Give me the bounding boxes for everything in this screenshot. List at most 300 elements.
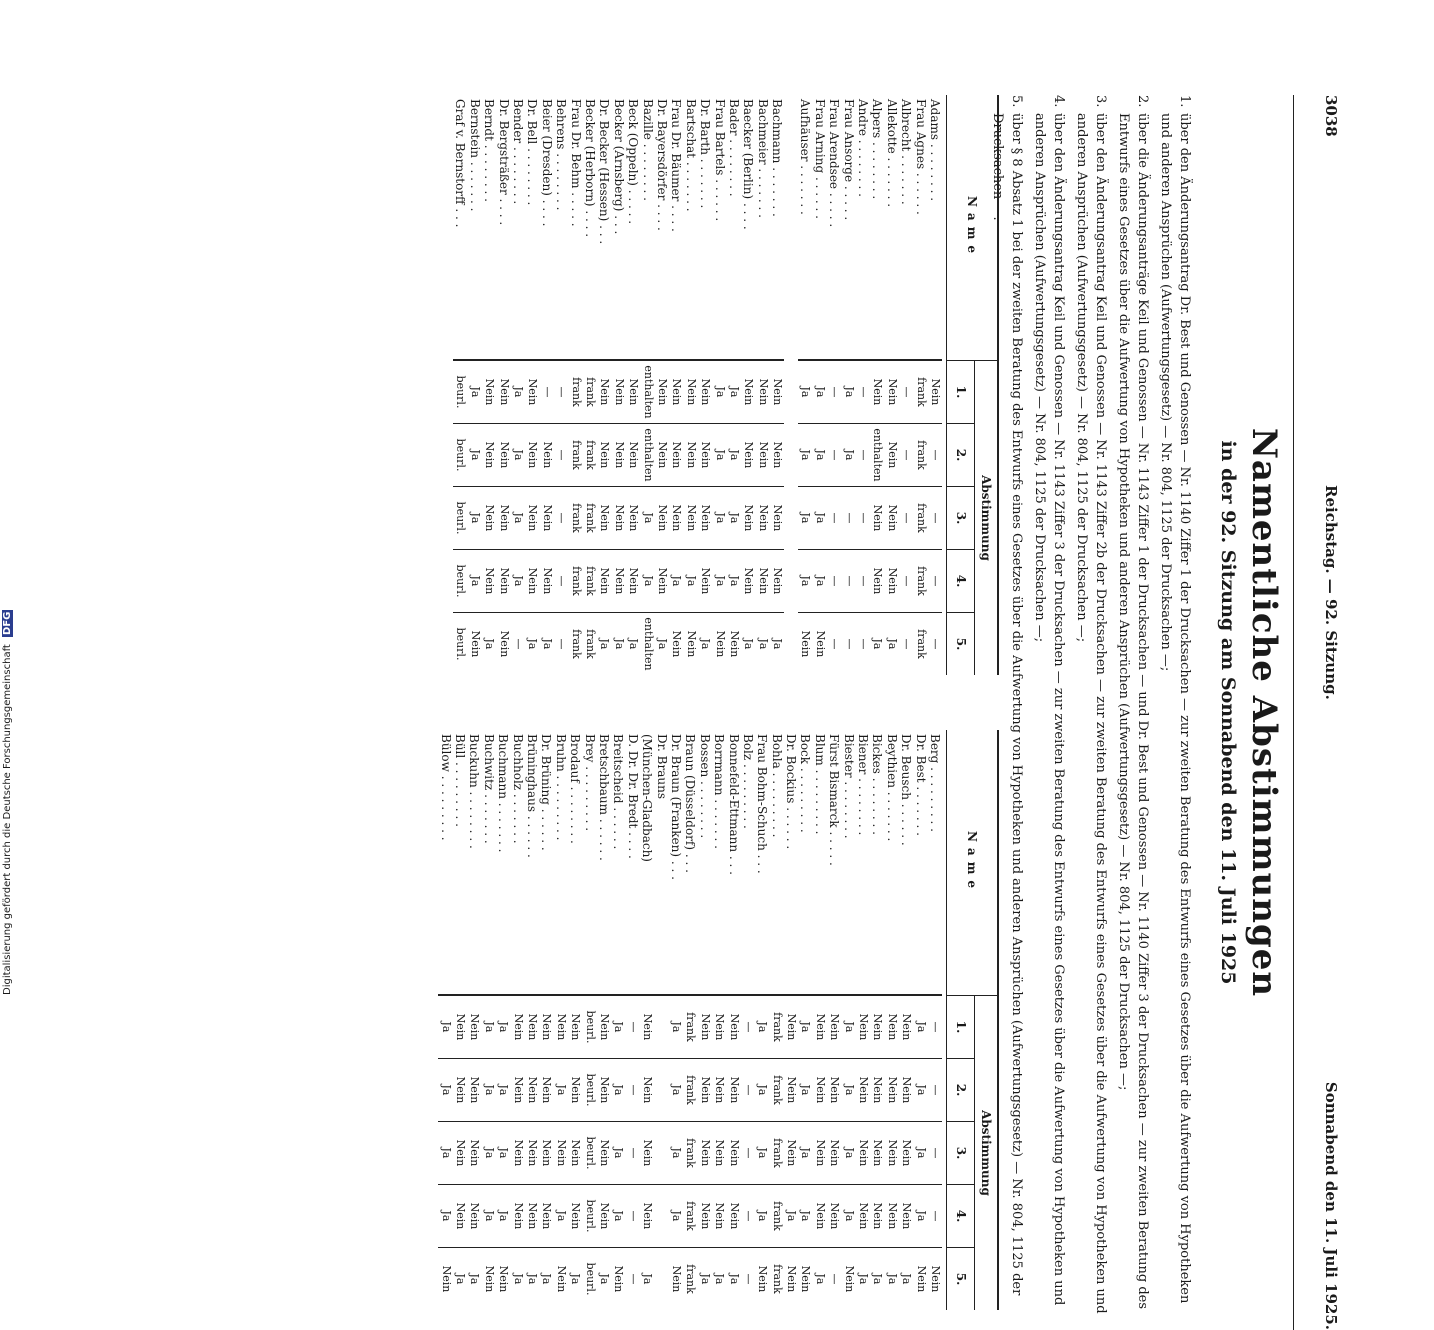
vote-cell: Nein bbox=[827, 995, 841, 1058]
table-row bbox=[640, 730, 654, 1310]
vote-cell: Nein bbox=[568, 1184, 582, 1247]
vote-cell: Nein bbox=[697, 1184, 711, 1247]
member-name: Bickes . . . . . . . . bbox=[870, 730, 884, 995]
vote-cell: Ja bbox=[438, 1058, 452, 1121]
vote-cell: Ja bbox=[468, 360, 482, 423]
vote-cell: Ja bbox=[884, 1247, 898, 1310]
vote-cell: — bbox=[841, 549, 855, 612]
vote-cell: Nein bbox=[755, 360, 769, 423]
vote-cell: Ja bbox=[841, 995, 855, 1058]
vote-cell: Ja bbox=[812, 360, 826, 423]
vote-cell: — bbox=[554, 360, 568, 423]
vote-cell: Nein bbox=[856, 1058, 870, 1121]
vote-cell: beurl. bbox=[582, 995, 596, 1058]
vote-cell: Nein bbox=[741, 549, 755, 612]
vote-cell: — bbox=[928, 423, 942, 486]
vote-cell: Nein bbox=[770, 486, 784, 549]
member-name: Dr. Bell . . . . . . . . bbox=[525, 95, 539, 360]
vote-number-headers bbox=[947, 996, 974, 1310]
vote-cell: Nein bbox=[626, 360, 640, 423]
vote-cell: beurl. bbox=[582, 1247, 596, 1310]
vote-cell: Ja bbox=[467, 1247, 481, 1310]
vote-cell: — bbox=[856, 486, 870, 549]
vote-cell: beurl. bbox=[453, 486, 467, 549]
vote-cell: Nein bbox=[597, 423, 611, 486]
vote-cell: Nein bbox=[856, 1121, 870, 1184]
vote-cell: Nein bbox=[525, 1058, 539, 1121]
vote-cell: — bbox=[928, 612, 942, 675]
running-header bbox=[1293, 95, 1354, 1330]
vote-cell: Nein bbox=[870, 1058, 884, 1121]
vote-cell: Nein bbox=[870, 486, 884, 549]
vote-cell: Nein bbox=[726, 1184, 740, 1247]
vote-cell: Nein bbox=[683, 612, 697, 675]
table-row bbox=[568, 95, 582, 675]
vote-cell: — bbox=[827, 1247, 841, 1310]
vote-cell: Nein bbox=[697, 1058, 711, 1121]
vote-cell bbox=[654, 1184, 668, 1247]
member-name: Bonnefeld-Ettmann . . . bbox=[726, 730, 740, 995]
vote-cell: — bbox=[841, 612, 855, 675]
vote-cell: Nein bbox=[510, 1121, 524, 1184]
vote-items-list bbox=[984, 95, 1194, 1330]
member-name: Braun (Düsseldorf) . . . bbox=[683, 730, 697, 995]
member-name: Bender . . . . . . . . bbox=[511, 95, 525, 360]
table-row bbox=[827, 95, 841, 675]
vote-cell: Ja bbox=[611, 612, 625, 675]
vote-cell: frank bbox=[583, 360, 597, 423]
vote-cell: Ja bbox=[755, 995, 769, 1058]
vote-cell: Ja bbox=[870, 1247, 884, 1310]
abstimmung-header: Abstimmung bbox=[974, 996, 997, 1310]
vote-cell: — bbox=[827, 360, 841, 423]
vote-cell: enthalten bbox=[640, 423, 654, 486]
vote-cell: Nein bbox=[726, 995, 740, 1058]
vote-cell: — bbox=[539, 360, 553, 423]
table-row bbox=[539, 730, 553, 1310]
vote-cell: Nein bbox=[611, 549, 625, 612]
vote-cell: Ja bbox=[698, 612, 712, 675]
vote-cell: Nein bbox=[755, 423, 769, 486]
vote-cell: — bbox=[856, 549, 870, 612]
vote-item bbox=[1030, 95, 1068, 1330]
table-row bbox=[784, 730, 798, 1310]
member-name: Blum . . . . . . . . . bbox=[812, 730, 826, 995]
vote-cell: Ja bbox=[525, 1247, 539, 1310]
vote-cell: Nein bbox=[496, 549, 510, 612]
vote-cell: Ja bbox=[525, 612, 539, 675]
vote-cell: Nein bbox=[453, 1058, 467, 1121]
table-row bbox=[611, 95, 625, 675]
vote-cell: Nein bbox=[726, 1058, 740, 1121]
table-row bbox=[899, 730, 913, 1310]
member-name: Dr. Bockius . . . . . . bbox=[784, 730, 798, 995]
vote-cell: — bbox=[625, 1058, 639, 1121]
member-name: Buchmann . . . . . . . bbox=[496, 730, 510, 995]
member-name: Bülow . . . . . . . . . bbox=[438, 730, 452, 995]
vote-cell: Nein bbox=[438, 1247, 452, 1310]
member-name: Beier (Dresden) . . . . bbox=[539, 95, 553, 360]
vote-cell: Ja bbox=[611, 995, 625, 1058]
vote-cell bbox=[654, 1247, 668, 1310]
vote-cell: Nein bbox=[525, 423, 539, 486]
header-session: Reichstag. — 92. Sitzung. bbox=[1322, 485, 1340, 700]
vote-cell: Nein bbox=[899, 1058, 913, 1121]
vote-cell: Nein bbox=[683, 423, 697, 486]
member-name: Frau Bohm-Schuch . . . bbox=[755, 730, 769, 995]
table-row bbox=[741, 730, 755, 1310]
vote-cell: Ja bbox=[798, 1121, 812, 1184]
table-row bbox=[453, 95, 467, 675]
vote-cell: — bbox=[899, 549, 913, 612]
vote-item-number: 2. bbox=[1135, 95, 1150, 108]
vote-cell: Nein bbox=[539, 995, 553, 1058]
col-header: 2. bbox=[947, 423, 974, 486]
table-row bbox=[928, 95, 942, 675]
vote-cell: — bbox=[928, 1184, 942, 1247]
member-name: Bernstein . . . . . . . bbox=[468, 95, 482, 360]
table-row bbox=[583, 95, 597, 675]
vote-cell: Nein bbox=[553, 1121, 567, 1184]
table-row bbox=[625, 730, 639, 1310]
vote-item-text: über die Änderungsanträge Keil und Genossen — Nr. 1143 Ziffer 1 der Drucksachen — und Dr. Best und Genossen — Nr. 1140 Ziffer 3 der Drucksachen — zur zweiten Beratung des Entwurfs eines Gesetzes über die Aufwertung von Hypotheken und anderen Ansprüchen (Aufwertungsgesetz) — Nr. 804, 1125 der Drucksachen —; bbox=[1116, 113, 1150, 1310]
name-group bbox=[438, 730, 942, 1310]
table-row bbox=[712, 730, 726, 1310]
vote-cell: Ja bbox=[755, 612, 769, 675]
member-name: Berg . . . . . . . . . bbox=[928, 730, 942, 995]
vote-cell: — bbox=[899, 486, 913, 549]
vote-cell: Nein bbox=[698, 423, 712, 486]
vote-cell: Ja bbox=[438, 995, 452, 1058]
vote-cell: enthalten bbox=[640, 360, 654, 423]
vote-cell: Nein bbox=[597, 549, 611, 612]
vote-cell: Nein bbox=[482, 423, 496, 486]
vote-cell: — bbox=[741, 995, 755, 1058]
vote-cell: — bbox=[827, 423, 841, 486]
vote-cell: Ja bbox=[755, 1184, 769, 1247]
vote-cell: Nein bbox=[827, 1184, 841, 1247]
vote-cell: — bbox=[554, 549, 568, 612]
member-name: Breitscheid . . . . . . bbox=[611, 730, 625, 995]
vote-cell: Nein bbox=[697, 1121, 711, 1184]
member-name: Büll . . . . . . . . . bbox=[453, 730, 467, 995]
table-row bbox=[798, 95, 812, 675]
vote-cell: Ja bbox=[741, 612, 755, 675]
vote-cell: — bbox=[625, 1121, 639, 1184]
vote-cell: frank bbox=[769, 1058, 783, 1121]
vote-cell: Ja bbox=[496, 1121, 510, 1184]
vote-cell: Nein bbox=[467, 1184, 481, 1247]
vote-cell: Nein bbox=[467, 1121, 481, 1184]
vote-cell: Nein bbox=[611, 486, 625, 549]
vote-cell: Nein bbox=[482, 486, 496, 549]
table-row bbox=[525, 730, 539, 1310]
vote-cell: — bbox=[741, 1058, 755, 1121]
vote-cell: beurl. bbox=[453, 612, 467, 675]
member-name: Biester . . . . . . . . bbox=[841, 730, 855, 995]
vote-cell: frank bbox=[913, 423, 927, 486]
vote-cell: Nein bbox=[510, 1058, 524, 1121]
vote-cell: frank bbox=[913, 612, 927, 675]
vote-cell: Nein bbox=[683, 360, 697, 423]
vote-item-number: 5. bbox=[1009, 95, 1024, 108]
member-name: Aufhäuser . . . . . . . bbox=[798, 95, 812, 360]
vote-cell: Nein bbox=[553, 995, 567, 1058]
vote-cell: Nein bbox=[698, 360, 712, 423]
vote-cell: Nein bbox=[884, 423, 898, 486]
vote-cell: Nein bbox=[755, 1247, 769, 1310]
table-row bbox=[554, 95, 568, 675]
vote-cell: frank bbox=[769, 1247, 783, 1310]
member-name: Baecker (Berlin) . . . . bbox=[741, 95, 755, 360]
vote-cell: Nein bbox=[812, 1121, 826, 1184]
page-number: 3038 bbox=[1322, 95, 1340, 137]
vote-cell: frank bbox=[769, 1121, 783, 1184]
vote-cell: Nein bbox=[611, 1247, 625, 1310]
vote-cell: Nein bbox=[784, 1247, 798, 1310]
vote-cell: — bbox=[841, 486, 855, 549]
vote-item-text: über den Änderungsantrag Dr. Best und Genossen — Nr. 1140 Ziffer 1 der Drucksachen — zur zweiten Beratung des Entwurfs eines Gesetzes über die Aufwertung von Hypotheken und anderen Ansprüchen (Aufwertungsgesetz) — Nr. 804, 1125 der Drucksachen —; bbox=[1158, 113, 1192, 1304]
table-row bbox=[582, 730, 596, 1310]
vote-cell: frank bbox=[568, 612, 582, 675]
vote-cell: Ja bbox=[510, 1247, 524, 1310]
member-name: Frau Agnes . . . . . . bbox=[913, 95, 927, 360]
vote-cell: Ja bbox=[453, 1247, 467, 1310]
vote-cell: Nein bbox=[712, 612, 726, 675]
vote-cell: Ja bbox=[899, 1247, 913, 1310]
member-name: Bachmeier . . . . . . . bbox=[755, 95, 769, 360]
vote-cell: Nein bbox=[870, 549, 884, 612]
vote-cell: Nein bbox=[698, 549, 712, 612]
col-header: 3. bbox=[947, 1121, 974, 1184]
vote-cell: beurl. bbox=[453, 549, 467, 612]
table-row bbox=[683, 95, 697, 675]
table-row bbox=[899, 95, 913, 675]
member-name: Dr. Best . . . . . . . bbox=[913, 730, 927, 995]
vote-cell: Ja bbox=[511, 423, 525, 486]
name-column-header: Name bbox=[947, 95, 997, 361]
page-title: Namentliche Abstimmungen bbox=[1244, 427, 1284, 998]
vote-cell: — bbox=[625, 1247, 639, 1310]
member-name: Frau Dr. Behm . . . . . bbox=[568, 95, 582, 360]
member-name: Frau Arning . . . . . . bbox=[812, 95, 826, 360]
vote-item bbox=[1114, 95, 1152, 1330]
vote-cell: Nein bbox=[496, 360, 510, 423]
member-name: Beythien . . . . . . . bbox=[884, 730, 898, 995]
table-row bbox=[928, 730, 942, 1310]
member-name: Adams . . . . . . . . bbox=[928, 95, 942, 360]
vote-cell: Nein bbox=[568, 1058, 582, 1121]
vote-cell: Nein bbox=[655, 360, 669, 423]
vote-number-headers bbox=[947, 361, 974, 675]
vote-cell: Ja bbox=[669, 995, 683, 1058]
member-name: Behrens . . . . . . . . bbox=[554, 95, 568, 360]
vote-cell: Nein bbox=[727, 612, 741, 675]
vote-cell: Ja bbox=[482, 1184, 496, 1247]
vote-cell: Ja bbox=[913, 1184, 927, 1247]
member-name: Albrecht . . . . . . . bbox=[899, 95, 913, 360]
vote-cell: frank bbox=[913, 549, 927, 612]
vote-cell: Ja bbox=[913, 1121, 927, 1184]
vote-cell: — bbox=[827, 549, 841, 612]
vote-cell: frank bbox=[913, 486, 927, 549]
vote-cell: — bbox=[928, 549, 942, 612]
vote-cell: Ja bbox=[727, 486, 741, 549]
member-name: Fürst Bismarck . . . . . bbox=[827, 730, 841, 995]
vote-cell: Nein bbox=[899, 1184, 913, 1247]
vote-cell: Ja bbox=[568, 1247, 582, 1310]
vote-cell: Nein bbox=[683, 486, 697, 549]
vote-cell: Nein bbox=[597, 995, 611, 1058]
vote-cell: Nein bbox=[884, 1184, 898, 1247]
vote-item-text: über den Änderungsantrag Keil und Genossen — Nr. 1143 Ziffer 2b der Drucksachen — zur zweiten Beratung des Entwurfs eines Gesetzes über die Aufwertung von Hypotheken und anderen Ansprüchen (Aufwertungsgesetz) — Nr. 804, 1125 der Drucksachen —; bbox=[1074, 113, 1108, 1314]
vote-cell: frank bbox=[583, 612, 597, 675]
vote-item-text: über den Änderungsantrag Keil und Genossen — Nr. 1143 Ziffer 3 der Drucksachen — zur zweiten Beratung des Entwurfs eines Gesetzes über die Aufwertung von Hypotheken und anderen Ansprüchen (Aufwertungsgesetz) — Nr. 804, 1125 der Drucksachen —; bbox=[1032, 113, 1066, 1306]
vote-cell: Ja bbox=[438, 1184, 452, 1247]
vote-cell: Nein bbox=[539, 1121, 553, 1184]
vote-cell: Ja bbox=[770, 612, 784, 675]
vote-cell: Nein bbox=[496, 486, 510, 549]
table-row bbox=[597, 95, 611, 675]
vote-cell: Ja bbox=[712, 423, 726, 486]
name-column-header: Name bbox=[947, 730, 997, 996]
name-group bbox=[453, 95, 784, 675]
table-row bbox=[640, 95, 654, 675]
vote-cell: Nein bbox=[640, 1184, 654, 1247]
table-header bbox=[946, 730, 997, 1310]
table-row bbox=[812, 95, 826, 675]
vote-cell: Ja bbox=[712, 549, 726, 612]
header-date: Sonnabend den 11. Juli 1925. bbox=[1322, 1081, 1340, 1330]
vote-cell: — bbox=[899, 612, 913, 675]
member-name: Dr. Bayersdörfer . . . . bbox=[655, 95, 669, 360]
vote-cell: Nein bbox=[884, 1058, 898, 1121]
table-row bbox=[798, 730, 812, 1310]
vote-cell: Ja bbox=[468, 423, 482, 486]
vote-cell: Ja bbox=[884, 612, 898, 675]
vote-cell: Nein bbox=[597, 1184, 611, 1247]
table-row bbox=[655, 95, 669, 675]
vote-cell: Nein bbox=[698, 486, 712, 549]
vote-cell: Nein bbox=[741, 360, 755, 423]
vote-cell bbox=[654, 1121, 668, 1184]
vote-cell: frank bbox=[568, 549, 582, 612]
table-row bbox=[727, 95, 741, 675]
vote-cell: Nein bbox=[870, 360, 884, 423]
member-name: Brey . . . . . . . . . bbox=[582, 730, 596, 995]
member-name: Bohla . . . . . . . . . bbox=[769, 730, 783, 995]
vote-cell: beurl. bbox=[453, 423, 467, 486]
table-body bbox=[438, 730, 942, 1310]
vote-cell: Nein bbox=[510, 995, 524, 1058]
table-row bbox=[755, 730, 769, 1310]
member-name: Buckuhn . . . . . . . . bbox=[467, 730, 481, 995]
vote-cell: Ja bbox=[611, 1184, 625, 1247]
vote-cell: Nein bbox=[525, 486, 539, 549]
member-name: Andre . . . . . . . . bbox=[856, 95, 870, 360]
vote-cell: Ja bbox=[640, 549, 654, 612]
vote-cell: Ja bbox=[812, 423, 826, 486]
vote-cell: frank bbox=[568, 360, 582, 423]
vote-cell: Ja bbox=[755, 1121, 769, 1184]
member-name: Bazille . . . . . . . . bbox=[640, 95, 654, 360]
table-row bbox=[913, 95, 927, 675]
vote-cell: Ja bbox=[482, 995, 496, 1058]
table-row bbox=[856, 730, 870, 1310]
col-header: 3. bbox=[947, 486, 974, 549]
vote-cell: Nein bbox=[770, 360, 784, 423]
vote-item-number: 4. bbox=[1051, 95, 1066, 108]
vote-cell: Nein bbox=[770, 423, 784, 486]
member-name: Dr. Barth . . . . . . . bbox=[698, 95, 712, 360]
vote-cell: Ja bbox=[798, 549, 812, 612]
vote-cell: Nein bbox=[525, 360, 539, 423]
vote-cell: Nein bbox=[784, 1058, 798, 1121]
vote-cell: — bbox=[928, 1121, 942, 1184]
vote-table-right bbox=[297, 730, 999, 1310]
vote-cell: Nein bbox=[467, 1058, 481, 1121]
vote-cell: Nein bbox=[669, 423, 683, 486]
vote-cell: Ja bbox=[727, 423, 741, 486]
vote-cell: enthalten bbox=[870, 423, 884, 486]
member-name: Alpers . . . . . . . . bbox=[870, 95, 884, 360]
member-name: (München-Gladbach) bbox=[640, 730, 654, 995]
col-header: 1. bbox=[954, 1020, 968, 1034]
member-name: Dr. Brüning . . . . . . bbox=[539, 730, 553, 995]
member-name: Dr. Bergsträßer . . . . bbox=[496, 95, 510, 360]
vote-cell: Nein bbox=[827, 1121, 841, 1184]
member-name: Frau Arendsee . . . . . bbox=[827, 95, 841, 360]
vote-cell: Ja bbox=[841, 360, 855, 423]
vote-cell: Ja bbox=[798, 360, 812, 423]
vote-cell: Ja bbox=[669, 1121, 683, 1184]
vote-cell: Nein bbox=[812, 1058, 826, 1121]
table-row bbox=[769, 730, 783, 1310]
vote-cell: Ja bbox=[496, 995, 510, 1058]
member-name: D. Dr. Dr. Bredt . . . . bbox=[625, 730, 639, 995]
vote-cell: Ja bbox=[913, 995, 927, 1058]
vote-cell: Nein bbox=[899, 1121, 913, 1184]
table-row bbox=[669, 95, 683, 675]
table-header bbox=[946, 95, 997, 675]
vote-cell: Nein bbox=[798, 612, 812, 675]
vote-cell: Nein bbox=[597, 360, 611, 423]
vote-item-number: 1. bbox=[1177, 95, 1192, 108]
vote-cell: Ja bbox=[511, 360, 525, 423]
vote-cell: Nein bbox=[712, 1184, 726, 1247]
vote-cell: Ja bbox=[727, 360, 741, 423]
vote-cell: Nein bbox=[539, 1184, 553, 1247]
col-header: 4. bbox=[947, 549, 974, 612]
vote-cell: Nein bbox=[539, 423, 553, 486]
vote-cell: — bbox=[899, 360, 913, 423]
vote-cell: Ja bbox=[856, 1247, 870, 1310]
vote-cell: Ja bbox=[511, 486, 525, 549]
vote-cell: Ja bbox=[712, 360, 726, 423]
table-row bbox=[683, 730, 697, 1310]
vote-cell: Nein bbox=[525, 995, 539, 1058]
member-name: Bretschbaum . . . . . . bbox=[597, 730, 611, 995]
vote-cell: Nein bbox=[640, 995, 654, 1058]
member-name: Becker (Herborn) . . . . bbox=[583, 95, 597, 360]
vote-cell: frank bbox=[683, 1058, 697, 1121]
table-row bbox=[812, 730, 826, 1310]
vote-cell: Nein bbox=[453, 995, 467, 1058]
vote-cell: Nein bbox=[669, 486, 683, 549]
vote-cell: Ja bbox=[841, 1058, 855, 1121]
vote-cell: Nein bbox=[453, 1121, 467, 1184]
abstimmung-header: Abstimmung bbox=[974, 361, 997, 675]
